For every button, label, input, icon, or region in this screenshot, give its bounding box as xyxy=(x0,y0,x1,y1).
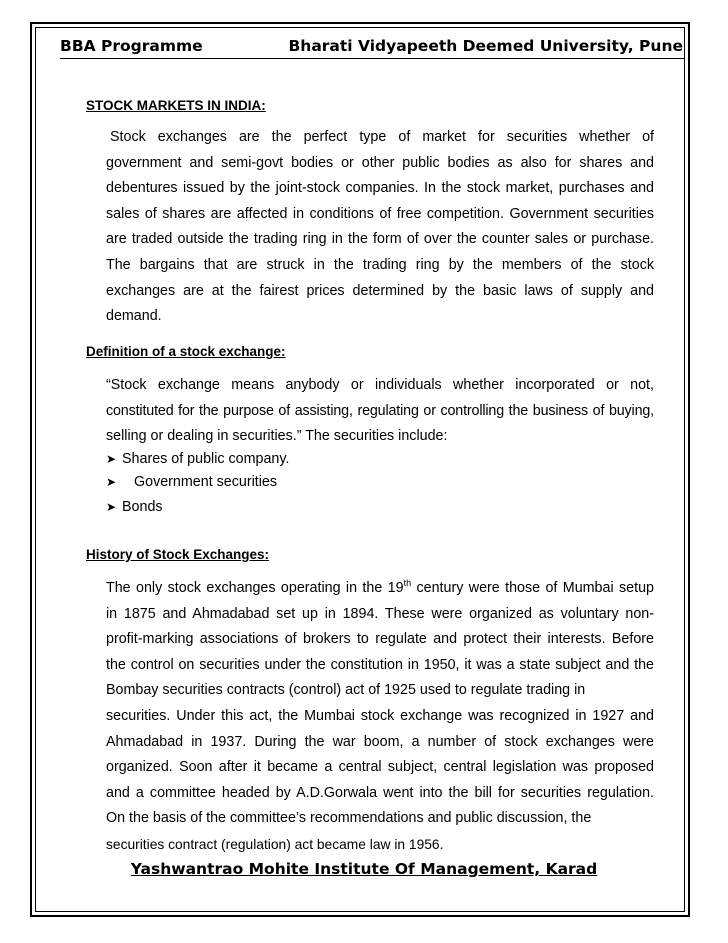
paragraph-line: Bombay securities contracts (control) act of 1925 used to regulate trading in xyxy=(106,682,586,699)
header-programme: BBA Programme xyxy=(60,37,203,55)
heading-history: History of Stock Exchanges: xyxy=(86,547,270,562)
paragraph-line: and a committee headed by A.D.Gorwala went into the bill for securities regulation. xyxy=(106,784,654,801)
paragraph-line: constituted for the purpose of assisting, regulating or controlling the business of buying, xyxy=(106,402,654,419)
paragraph-line: are traded outside the trading ring in the form of over the counter sales or purchase. xyxy=(106,231,654,248)
paragraph-line: selling or dealing in securities.” The securities include: xyxy=(106,428,448,445)
history-line-start: The only stock exchanges operating in the 19 xyxy=(106,580,404,596)
paragraph-line: securities contract (regulation) act became law in 1956. xyxy=(106,836,444,852)
bullet-text: Shares of public company. xyxy=(122,451,290,467)
bullet-item xyxy=(106,499,163,515)
paragraph-line: The bargains that are struck in the trading ring by the members of the stock xyxy=(106,256,654,273)
arrow-bullet-icon: ➤ xyxy=(106,475,117,489)
paragraph-line: the control on securities under the constitution in 1950, it was a state subject and the xyxy=(106,656,654,673)
heading-stock-markets-india: STOCK MARKETS IN INDIA: xyxy=(86,98,266,113)
paragraph-line: demand. xyxy=(106,308,162,325)
arrow-bullet-icon: ➤ xyxy=(106,452,117,466)
heading-definition: Definition of a stock exchange: xyxy=(86,344,286,359)
paragraph-line: securities. Under this act, the Mumbai stock exchange was recognized in 1927 and xyxy=(106,707,654,724)
footer-institute: Yashwantrao Mohite Institute Of Management, Karad xyxy=(130,860,598,878)
paragraph-line: in 1875 and Ahmadabad set up in 1894. These were organized as voluntary non- xyxy=(106,605,654,622)
page-header xyxy=(60,34,685,59)
paragraph-history xyxy=(106,576,654,858)
paragraph-definition xyxy=(106,373,654,450)
paragraph-line: exchanges are at the fairest prices determined by the basic laws of supply and xyxy=(106,282,654,299)
superscript-th: th xyxy=(403,578,412,589)
paragraph-line: sales of shares are affected in conditions of free competition. Government securities xyxy=(106,205,654,222)
bullet-text: Government securities xyxy=(134,474,278,490)
history-line-end: century were those of Mumbai setup xyxy=(411,580,654,596)
header-university: Bharati Vidyapeeth Deemed University, Pune xyxy=(288,37,683,55)
paragraph-line xyxy=(106,576,654,602)
paragraph-line: Stock exchanges are the perfect type of market for securities whether of xyxy=(110,129,654,145)
paragraph-stock-markets xyxy=(106,125,654,330)
paragraph-line: debentures issued by the joint-stock companies. In the stock market, purchases and xyxy=(106,180,654,197)
paragraph-line: government and semi-govt bodies or other public bodies as also for shares and xyxy=(106,154,654,171)
paragraph-line: profit-marking associations of brokers to regulate and protect their interests. Before xyxy=(106,631,654,648)
paragraph-line: Ahmadabad in 1937. During the war boom, a number of stock exchanges were xyxy=(106,733,654,750)
bullet-item xyxy=(106,451,289,467)
paragraph-line: “Stock exchange means anybody or individuals whether incorporated or not, xyxy=(106,377,654,393)
paragraph-line: organized. Soon after it became a central subject, central legislation was proposed xyxy=(106,759,654,776)
arrow-bullet-icon: ➤ xyxy=(106,500,117,514)
bullet-text: Bonds xyxy=(122,499,163,515)
bullet-item xyxy=(106,474,277,490)
paragraph-line: On the basis of the committee’s recommendations and public discussion, the xyxy=(106,810,592,827)
page-footer xyxy=(0,860,728,878)
